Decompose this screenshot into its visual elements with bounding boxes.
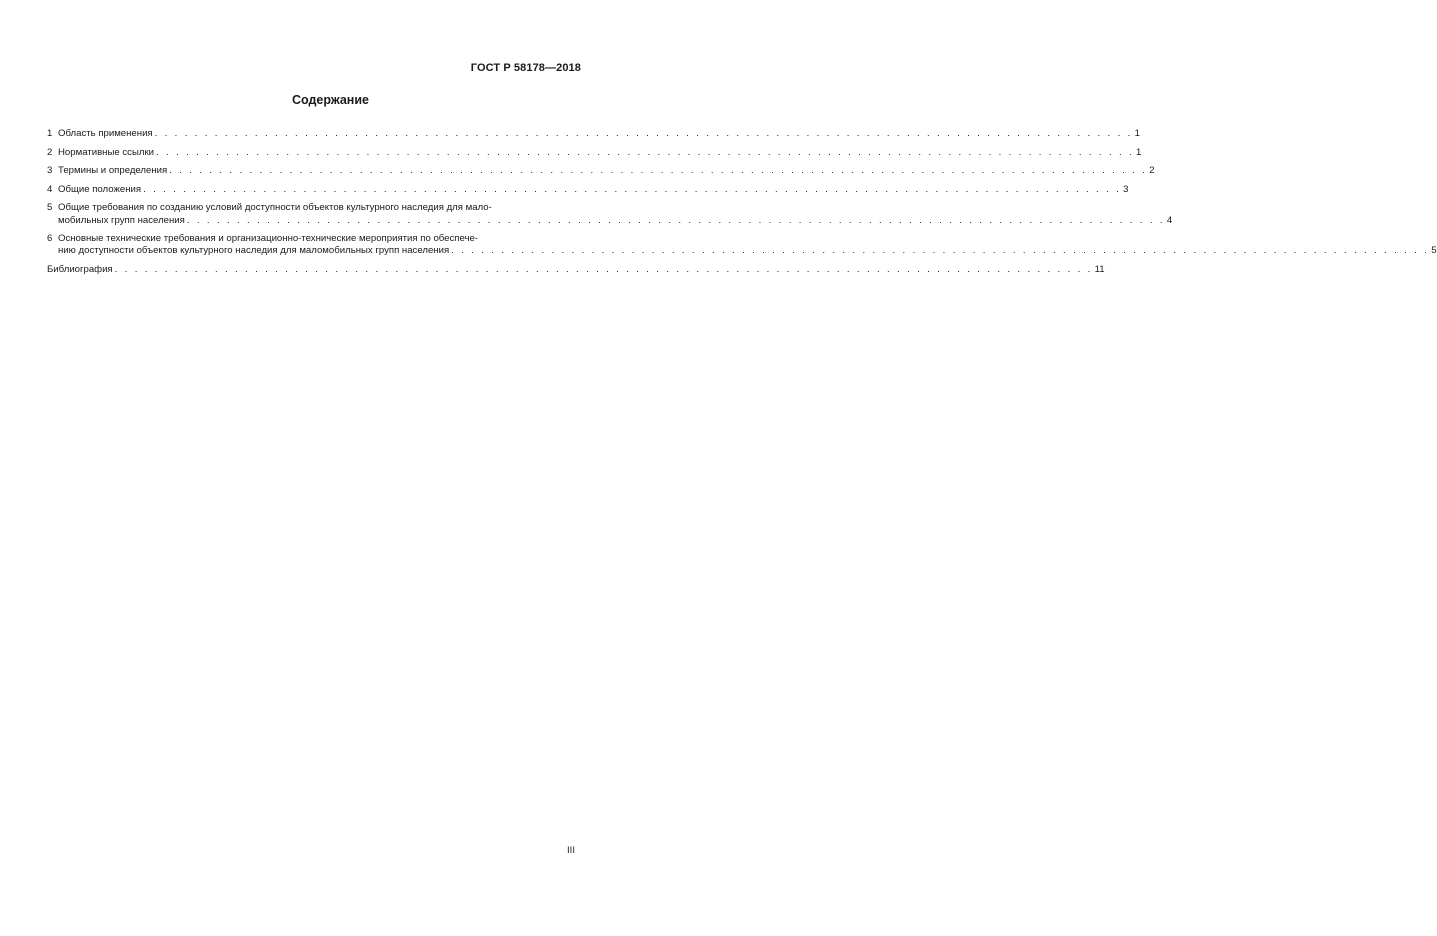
document-code: ГОСТ Р 58178—2018 — [470, 62, 581, 74]
page-number: III — [567, 845, 575, 856]
toc-entry-2[interactable] — [47, 146, 1142, 159]
toc-entry-5[interactable] — [47, 202, 1173, 226]
toc-entry-page: 3 — [1123, 183, 1129, 195]
toc-entry-page: 11 — [1094, 263, 1105, 275]
toc-entry-label: Библиография — [47, 263, 113, 275]
dot-leader: . . . . . . . . . . . . . . . . . . . . . . . . . . . . . . . . . . . . . . . . . . . . . . . . . . . . . . . . . . . . . . . . . . . . . . . . . . . . . . . . . . . . . . . . . . . . . . . . . . — [156, 146, 1135, 158]
toc-entry-label: Основные технические требования и организационно-технические мероприятия по обеспече- — [58, 233, 479, 245]
toc-title: Содержание — [291, 93, 369, 107]
toc-entry-6[interactable] — [47, 233, 1437, 257]
toc-entry-page: 1 — [1134, 128, 1140, 139]
toc-entry-label: Общие требования по созданию условий доступности объектов культурного наследия для мало- — [58, 202, 492, 214]
toc-entry-bibliography[interactable] — [47, 263, 1105, 276]
toc-entry-number: 4 — [47, 183, 53, 195]
dot-leader: . . . . . . . . . . . . . . . . . . . . . . . . . . . . . . . . . . . . . . . . . . . . . . . . . . . . . . . . . . . . . . . . . . . . . . . . . . . . . . . . . . . . . . . . . . . . . . . . . . — [154, 128, 1133, 139]
dot-leader: . . . . . . . . . . . . . . . . . . . . . . . . . . . . . . . . . . . . . . . . . . . . . . . . . . . . . . . . . . . . . . . . . . . . . . . . . . . . . . . . . . . . . . . . . . . . . . . . . . — [186, 214, 1165, 226]
toc-entry-3[interactable] — [47, 165, 1155, 177]
toc-entry-label-continuation: нию доступности объектов культурного наследия для маломобильных групп населения — [58, 245, 450, 257]
toc-entry-label: Нормативные ссылки — [58, 146, 155, 158]
dot-leader: . . . . . . . . . . . . . . . . . . . . . . . . . . . . . . . . . . . . . . . . . . . . . . . . . . . . . . . . . . . . . . . . . . . . . . . . . . . . . . . . . . . . . . . . . . . . . . . . . . — [451, 245, 1430, 257]
toc-entry-label: Термины и определения — [58, 165, 168, 177]
toc-entry-label: Область применения — [58, 128, 153, 139]
toc-entry-page: 2 — [1149, 165, 1155, 177]
dot-leader: . . . . . . . . . . . . . . . . . . . . . . . . . . . . . . . . . . . . . . . . . . . . . . . . . . . . . . . . . . . . . . . . . . . . . . . . . . . . . . . . . . . . . . . . . . . . . . . . . . — [143, 183, 1122, 195]
toc-entry-number: 1 — [47, 128, 53, 139]
toc-entry-number: 3 — [47, 165, 53, 177]
toc-entry-label: Общие положения — [58, 183, 142, 195]
toc-entry-page: 5 — [1431, 245, 1437, 257]
dot-leader: . . . . . . . . . . . . . . . . . . . . . . . . . . . . . . . . . . . . . . . . . . . . . . . . . . . . . . . . . . . . . . . . . . . . . . . . . . . . . . . . . . . . . . . . . . . . . . . . . . — [169, 165, 1148, 177]
toc-entry-label-continuation: мобильных групп населения — [58, 214, 185, 226]
dot-leader: . . . . . . . . . . . . . . . . . . . . . . . . . . . . . . . . . . . . . . . . . . . . . . . . . . . . . . . . . . . . . . . . . . . . . . . . . . . . . . . . . . . . . . . . . . . . . . . . . . — [114, 263, 1093, 275]
toc-entry-number: 2 — [47, 146, 53, 158]
toc-entry-page: 1 — [1136, 146, 1142, 158]
toc-entry-page: 4 — [1166, 214, 1173, 226]
toc-entry-4[interactable] — [47, 183, 1129, 196]
toc-entry-number: 5 — [47, 202, 53, 214]
toc-entry-1[interactable] — [47, 128, 1140, 140]
table-of-contents — [47, 128, 1437, 283]
toc-entry-number: 6 — [47, 233, 53, 245]
